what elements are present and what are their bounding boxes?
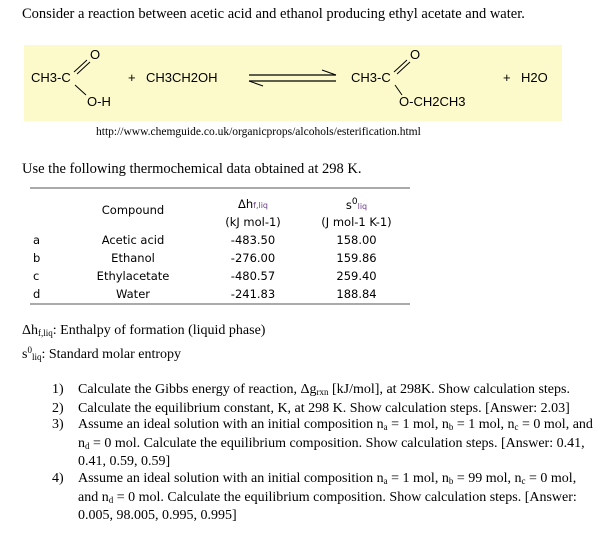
header-entropy-unit: (J mol-1 K-1) (321, 215, 392, 229)
question-number: 3) (52, 417, 64, 433)
compound-name: Water (116, 287, 150, 301)
entropy-value: 159.86 (336, 251, 377, 265)
header-enthalpy: Δhf,liq (237, 197, 269, 211)
text-segment: = 0 mol, and n (78, 417, 593, 451)
plus-sign: + (503, 70, 511, 85)
reaction-scheme (24, 45, 562, 121)
compound-name: Ethanol (111, 251, 155, 265)
text-segment: = 0 mol. Calculate the equilibrium composition. Show calculation steps. [Answer: 0.005, 98.005, 0.995, 0.995] (78, 489, 577, 524)
acetic-acid-main: CH3-C (31, 70, 71, 85)
table-row (30, 267, 410, 285)
question-list (52, 382, 597, 525)
table-header-row (30, 189, 410, 213)
row-id: d (33, 287, 41, 301)
subscript: b (448, 475, 454, 486)
question-text (78, 382, 597, 401)
ethyl-acetate-carbonyl-o: O (410, 47, 421, 62)
enthalpy-value: -480.57 (230, 269, 276, 283)
text-segment: = 1 mol, n (453, 417, 515, 433)
text-segment: Assume an ideal solution with an initial composition n (78, 470, 384, 486)
enthalpy-value: -483.50 (230, 233, 276, 247)
text-segment: [kJ/mol], at 298K. Show calculation steps. (328, 382, 570, 397)
text-segment: Assume an ideal solution with an initial composition n (78, 417, 384, 433)
subscript: b (448, 422, 454, 433)
question-item (52, 382, 597, 401)
water-formula: H2O (521, 70, 548, 85)
plus-sign: + (128, 70, 136, 85)
equilibrium-arrows-icon (249, 70, 336, 86)
entropy-value: 259.40 (336, 269, 377, 283)
compound-name: Acetic acid (101, 233, 165, 247)
subscript: d (108, 494, 114, 505)
subscript: c (514, 422, 519, 433)
question-text (78, 401, 597, 418)
header-entropy: $s^0liq$ (345, 196, 368, 212)
table-row (30, 231, 410, 249)
source-url: http://www.chemguide.co.uk/organicprops/alcohols/esterification.html (96, 126, 421, 138)
enthalpy-value: -276.00 (230, 251, 276, 265)
text-segment: Calculate the Gibbs energy of reaction, Δg (78, 382, 317, 397)
ethanol-formula: CH3CH2OH (146, 70, 218, 85)
question-text (78, 471, 597, 525)
text-segment: Calculate the equilibrium constant, K, at 298 K. Show calculation steps. [Answer: 2.03] (78, 400, 570, 416)
table-row (30, 285, 410, 303)
data-intro-text: Use the following thermochemical data obtained at 298 K. (22, 161, 362, 177)
row-id: c (33, 269, 40, 283)
thermo-data-table (30, 187, 410, 305)
ethyl-acetate-main: CH3-C (351, 70, 391, 85)
question-text (78, 417, 597, 471)
row-id: b (33, 251, 41, 265)
acetic-acid-hydroxyl: O-H (87, 94, 111, 109)
text-segment: = 0 mol. Calculate the equilibrium composition. Show calculation steps. [Answer: 0.41, 0.41, 0.59, 0.59] (78, 435, 585, 470)
definition-entropy: $s^0_{liq}$: Standard molar entropy (22, 345, 182, 362)
text-segment: = 0 mol, and n (78, 470, 577, 505)
subscript: a (383, 422, 388, 433)
text-segment: = 99 mol, n (453, 470, 522, 486)
intro-text: Consider a reaction between acetic acid and ethanol producing ethyl acetate and water. (22, 6, 525, 22)
header-enthalpy-unit: (kJ mol-1) (225, 215, 281, 229)
bond-lines (24, 45, 562, 121)
header-compound: Compound (101, 203, 165, 217)
question-number: 4) (52, 470, 64, 486)
entropy-value: 158.00 (336, 233, 377, 247)
text-segment: = 1 mol, n (387, 417, 449, 433)
entropy-value: 188.84 (336, 287, 377, 301)
definitions (22, 322, 265, 366)
subscript: d (85, 440, 90, 451)
subscript: rxn (316, 387, 329, 397)
definition-enthalpy: $\Delta h_{f,liq}$: Enthalpy of formation (liquid phase) (22, 323, 266, 338)
question-number: 1) (52, 382, 64, 397)
table-row (30, 249, 410, 267)
subscript: a (383, 475, 388, 486)
ethyl-acetate-ethoxy: O-CH2CH3 (399, 94, 466, 109)
question-number: 2) (52, 400, 64, 416)
subscript: c (521, 475, 526, 486)
question-item (52, 471, 597, 525)
question-item (52, 417, 597, 471)
enthalpy-value: -241.83 (230, 287, 276, 301)
text-segment: = 1 mol, n (387, 470, 449, 486)
compound-name: Ethylacetate (96, 269, 170, 283)
row-id: a (33, 233, 41, 247)
acetic-acid-carbonyl-o: O (90, 47, 101, 62)
question-item (52, 401, 597, 418)
